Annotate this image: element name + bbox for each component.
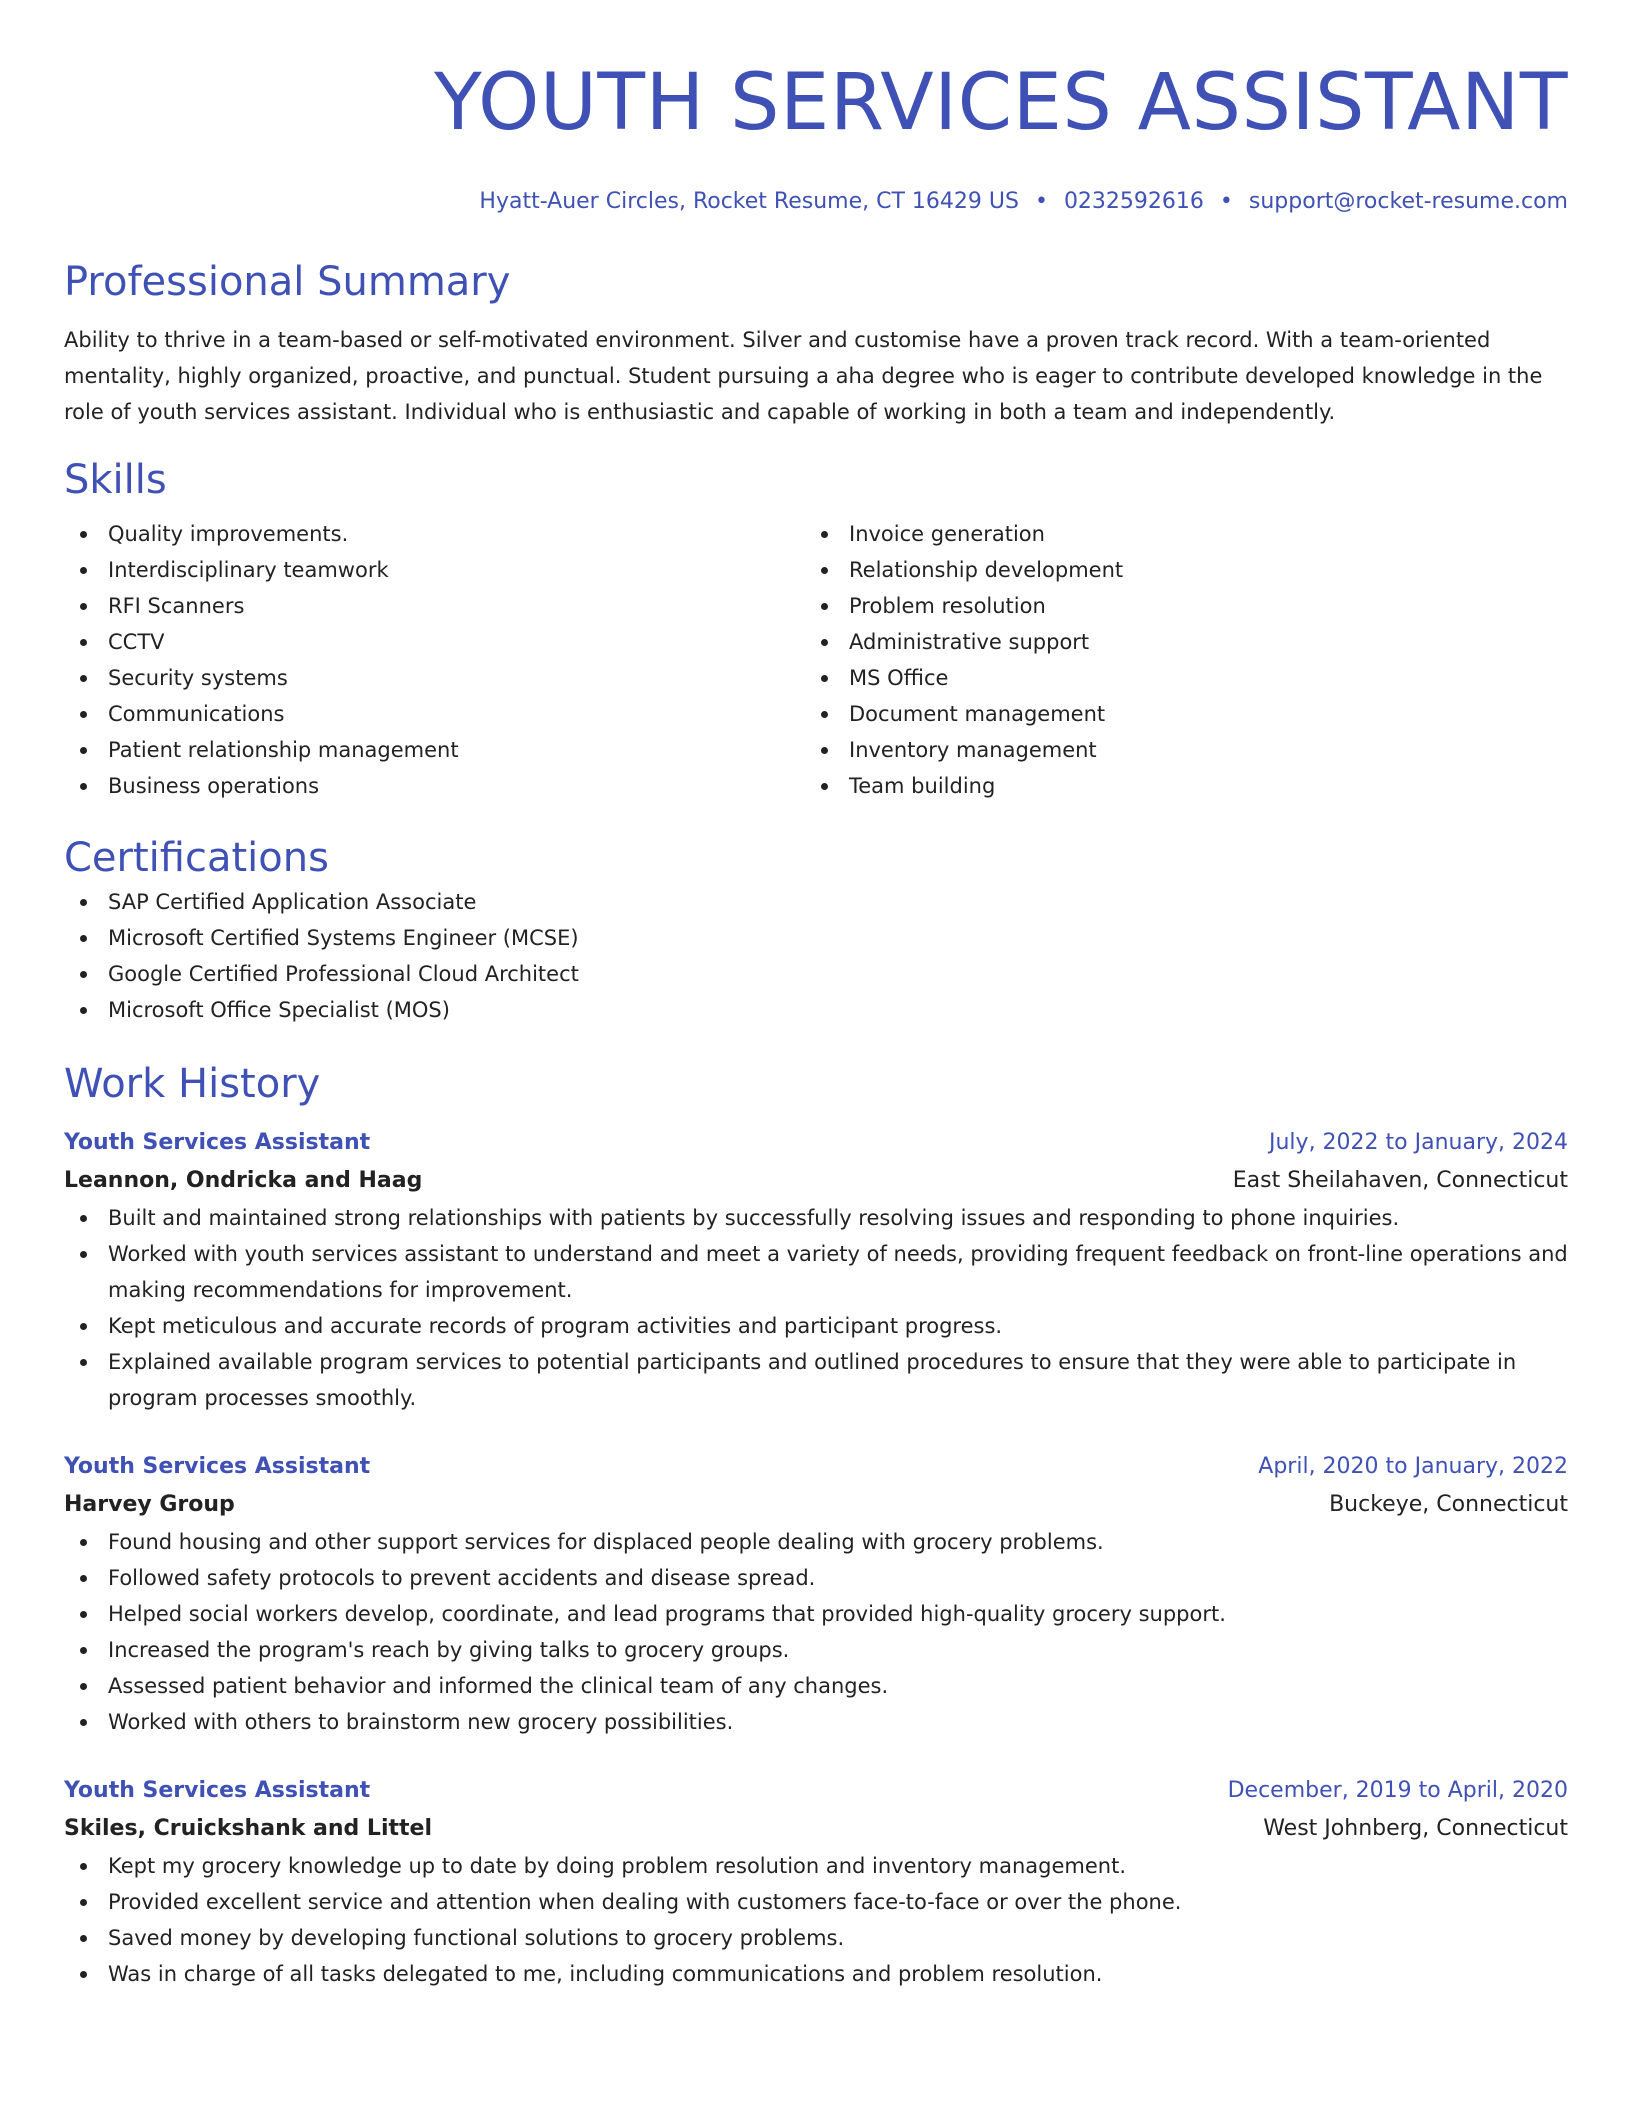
job-company: Harvey Group xyxy=(64,1492,235,1517)
job-bullet: Kept meticulous and accurate records of program activities and participant progress. xyxy=(64,1308,1568,1344)
certification-item: Microsoft Certified Systems Engineer (MCSE) xyxy=(64,920,1568,956)
job-bullet: Explained available program services to potential participants and outlined procedures to ensure that they were able to participate in program processes smoothly. xyxy=(64,1344,1568,1416)
section-title-work-history: Work History xyxy=(64,1061,321,1107)
skills-list-right xyxy=(805,516,1546,804)
skill-item: Invoice generation xyxy=(805,516,1546,552)
section-title-summary: Professional Summary xyxy=(64,259,511,305)
job-bullet-list xyxy=(64,1200,1568,1416)
job-dates: December, 2019 to April, 2020 xyxy=(1227,1778,1568,1803)
contact-separator: • xyxy=(1034,189,1048,214)
job-bullet: Assessed patient behavior and informed the clinical team of any changes. xyxy=(64,1668,1568,1704)
certification-item: SAP Certified Application Associate xyxy=(64,884,1568,920)
job-entry xyxy=(64,1772,1568,1992)
job-company-row xyxy=(64,1810,1568,1848)
contact-line xyxy=(64,186,1568,218)
skill-item: RFI Scanners xyxy=(64,588,805,624)
skill-item: Team building xyxy=(805,768,1546,804)
job-title: Youth Services Assistant xyxy=(64,1454,371,1479)
job-location: Buckeye, Connecticut xyxy=(1329,1492,1568,1517)
job-dates: July, 2022 to January, 2024 xyxy=(1269,1130,1568,1155)
job-bullet: Found housing and other support services for displaced people dealing with grocery problems. xyxy=(64,1524,1568,1560)
skills-list-left xyxy=(64,516,805,804)
job-title: Youth Services Assistant xyxy=(64,1778,371,1803)
skill-item: Quality improvements. xyxy=(64,516,805,552)
job-dates: April, 2020 to January, 2022 xyxy=(1258,1454,1568,1479)
job-bullet: Kept my grocery knowledge up to date by doing problem resolution and inventory management. xyxy=(64,1848,1568,1884)
resume-name-title: YOUTH SERVICES ASSISTANT xyxy=(434,58,1568,148)
job-bullet: Was in charge of all tasks delegated to me, including communications and problem resolution. xyxy=(64,1956,1568,1992)
job-entry xyxy=(64,1448,1568,1740)
skills-grid xyxy=(64,516,1568,804)
skill-item: Problem resolution xyxy=(805,588,1546,624)
job-location: East Sheilahaven, Connecticut xyxy=(1232,1168,1568,1193)
skill-item: Security systems xyxy=(64,660,805,696)
skill-item: Patient relationship management xyxy=(64,732,805,768)
summary-text: Ability to thrive in a team-based or self-motivated environment. Silver and customise have a proven track record. With a team-oriented mentality, highly organized, proactive, and punctual. Student pursuing a aha degree who is eager to contribute developed knowledge in the role of youth services assistant. Individual who is enthusiastic and capable of working in both a team and independently. xyxy=(64,328,1543,424)
job-bullet: Provided excellent service and attention when dealing with customers face-to-face or over the phone. xyxy=(64,1884,1568,1920)
skill-item: Document management xyxy=(805,696,1546,732)
contact-phone: 0232592616 xyxy=(1063,189,1204,214)
job-title-row xyxy=(64,1448,1568,1486)
job-title-row xyxy=(64,1772,1568,1810)
job-bullet: Worked with others to brainstorm new grocery possibilities. xyxy=(64,1704,1568,1740)
skill-item: Business operations xyxy=(64,768,805,804)
skill-item: MS Office xyxy=(805,660,1546,696)
job-bullet: Built and maintained strong relationships with patients by successfully resolving issues and responding to phone inquiries. xyxy=(64,1200,1568,1236)
job-location: West Johnberg, Connecticut xyxy=(1263,1816,1568,1841)
job-company-row xyxy=(64,1486,1568,1524)
skill-item: Inventory management xyxy=(805,732,1546,768)
job-bullet-list xyxy=(64,1848,1568,1992)
certification-item: Microsoft Office Specialist (MOS) xyxy=(64,992,1568,1028)
job-bullet: Followed safety protocols to prevent accidents and disease spread. xyxy=(64,1560,1568,1596)
job-bullet-list xyxy=(64,1524,1568,1740)
job-bullet: Helped social workers develop, coordinate, and lead programs that provided high-quality grocery support. xyxy=(64,1596,1568,1632)
skills-column-right xyxy=(805,516,1546,804)
job-bullet: Increased the program's reach by giving talks to grocery groups. xyxy=(64,1632,1568,1668)
contact-address: Hyatt-Auer Circles, Rocket Resume, CT 16429 US xyxy=(479,189,1019,214)
contact-email[interactable]: support@rocket-resume.com xyxy=(1248,189,1568,214)
skill-item: Interdisciplinary teamwork xyxy=(64,552,805,588)
job-company: Leannon, Ondricka and Haag xyxy=(64,1168,423,1193)
skill-item: Administrative support xyxy=(805,624,1546,660)
job-bullet: Worked with youth services assistant to understand and meet a variety of needs, providing frequent feedback on front-line operations and making recommendations for improvement. xyxy=(64,1236,1568,1308)
job-company-row xyxy=(64,1162,1568,1200)
certification-item: Google Certified Professional Cloud Architect xyxy=(64,956,1568,992)
skill-item: Relationship development xyxy=(805,552,1546,588)
job-company: Skiles, Cruickshank and Littel xyxy=(64,1816,432,1841)
work-history-list xyxy=(64,1124,1568,1992)
section-title-certifications: Certifications xyxy=(64,835,329,881)
skill-item: Communications xyxy=(64,696,805,732)
contact-separator: • xyxy=(1219,189,1233,214)
section-title-skills: Skills xyxy=(64,457,167,503)
certifications-list xyxy=(64,884,1568,1028)
job-title-row xyxy=(64,1124,1568,1162)
skills-column-left xyxy=(64,516,805,804)
job-bullet: Saved money by developing functional solutions to grocery problems. xyxy=(64,1920,1568,1956)
job-title: Youth Services Assistant xyxy=(64,1130,371,1155)
job-entry xyxy=(64,1124,1568,1416)
skill-item: CCTV xyxy=(64,624,805,660)
